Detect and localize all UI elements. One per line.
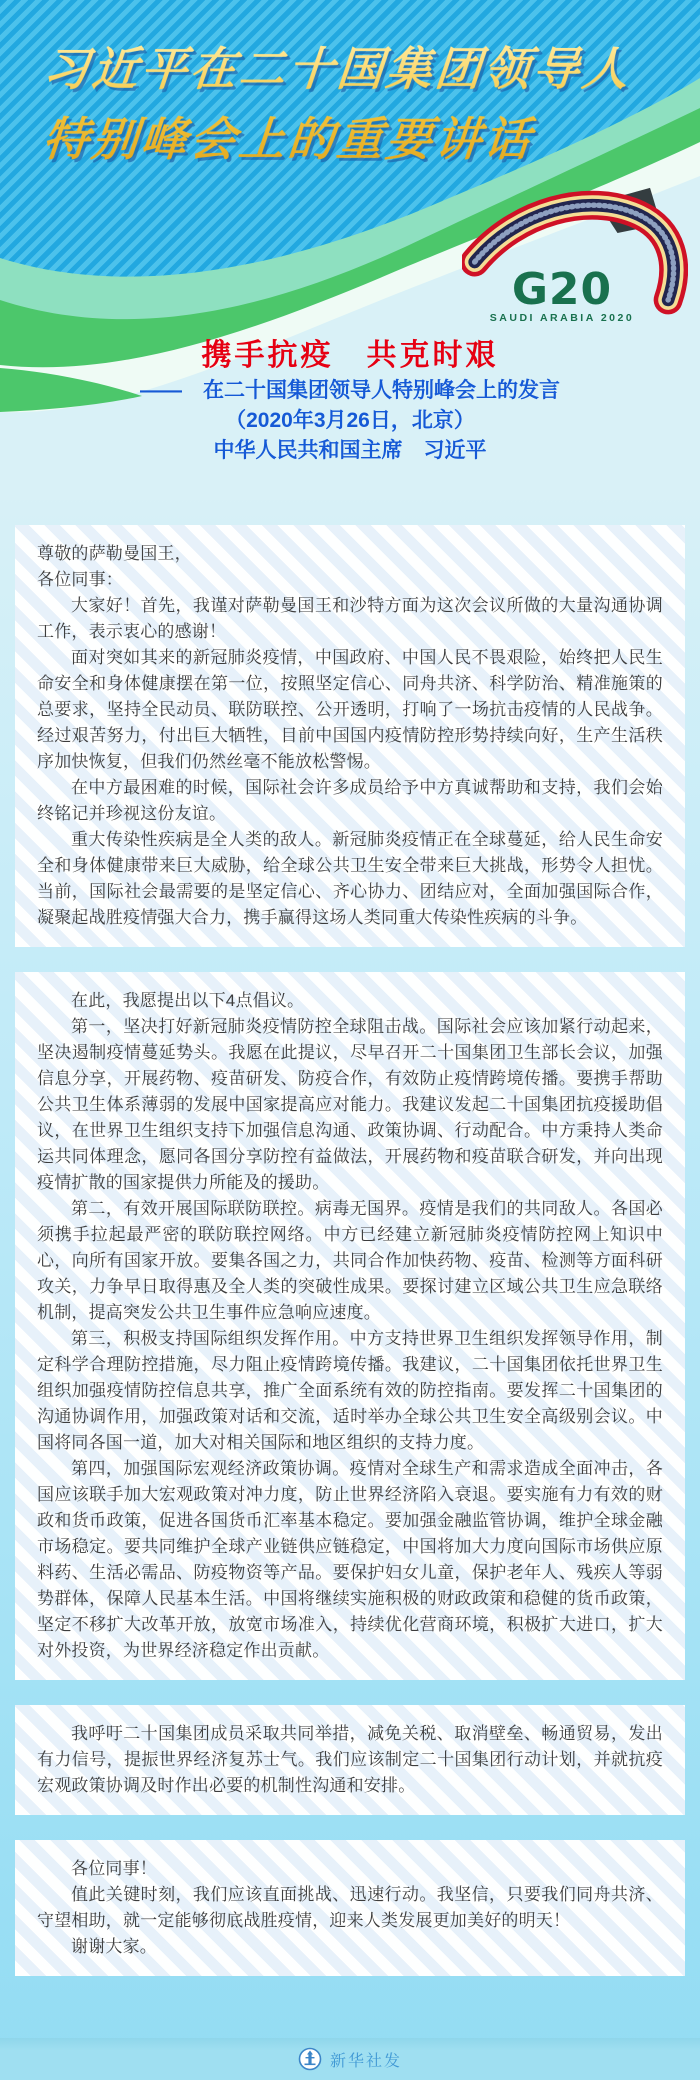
paragraph: 值此关键时刻，我们应该直面挑战、迅速行动。我坚信，只要我们同舟共济、守望相助，就一定能够彻底战胜疫情，迎来人类发展更加美好的明天！ — [37, 1885, 663, 1930]
g20-subtext: SAUDI ARABIA 2020 — [489, 312, 635, 324]
subtitle-line2: （2020年3月26日，北京） — [225, 409, 475, 432]
paragraph: 第三，积极支持国际组织发挥作用。中方支持世界卫生组织发挥领导作用，制定科学合理防控措施，尽力阻止疫情跨境传播。我建议，二十国集团依托世界卫生组织加强疫情防控信息共享，推广全面系统有效的防控指南。要发挥二十国集团的沟通协调作用，加强政策对话和交流，适时举办全球公共卫生安全高级别会议。中国将同各国一道，加大对相关国际和地区组织的支持力度。 — [37, 1329, 663, 1452]
paragraph: 大家好！首先，我谨对萨勒曼国王和沙特方面为这次会议所做的大量沟通协调工作，表示衷心的感谢！ — [37, 596, 663, 641]
paragraph: 重大传染性疾病是全人类的敌人。新冠肺炎疫情正在全球蔓延，给人民生命安全和身体健康带来巨大威胁，给全球公共卫生安全带来巨大挑战，形势令人担忧。当前，国际社会最需要的是坚定信心、齐心协力、团结应对，全面加强国际合作，凝聚起战胜疫情强大合力，携手赢得这场人类同重大传染性疾病的斗争。 — [37, 830, 663, 927]
footer-credit-bar — [0, 2038, 700, 2080]
subtitle-line3: 中华人民共和国主席 习近平 — [213, 439, 487, 462]
subtitle-line1: —— 在二十国集团领导人特别峰会上的发言 — [140, 379, 560, 402]
g20-wordmark: G20 — [511, 264, 613, 315]
paragraph: 第二，有效开展国际联防联控。病毒无国界。疫情是我们的共同敌人。各国必须携手拉起最严密的联防联控网络。中方已经建立新冠肺炎疫情防控网上知识中心，向所有国家开放。要集各国之力，共同合作加快药物、疫苗、检测等方面科研攻关，力争早日取得惠及全人类的突破性成果。要探讨建立区域公共卫生应急联络机制，提高突发公共卫生事件应急响应速度。 — [37, 1199, 663, 1322]
text-box-proposals — [15, 972, 685, 1680]
slogan-title: 携手抗疫 共克时艰 — [201, 339, 499, 372]
footer-credit-text: 新华社发 — [329, 2052, 402, 2070]
header-banner — [0, 0, 700, 500]
paragraph: 谢谢大家。 — [71, 1937, 157, 1956]
speech-content — [0, 500, 700, 1976]
paragraph: 在此，我愿提出以下4点倡议。 — [71, 991, 305, 1010]
paragraph: 第一，坚决打好新冠肺炎疫情防控全球阻击战。国际社会应该加紧行动起来，坚决遏制疫情蔓延势头。我愿在此提议，尽早召开二十国集团卫生部长会议，加强信息分享，开展药物、疫苗研发、防疫合作，有效防止疫情跨境传播。要携手帮助公共卫生体系薄弱的发展中国家提高应对能力。我建议发起二十国集团抗疫援助倡议，在世界卫生组织支持下加强信息沟通、政策协调、行动配合。中方秉持人类命运共同体理念，愿同各国分享防控有益做法，开展药物和疫苗联合研发，并向出现疫情扩散的国家提供力所能及的援助。 — [37, 1017, 663, 1192]
speech-subtitle — [0, 376, 700, 466]
text-box-greeting — [15, 525, 685, 947]
main-title — [34, 34, 666, 174]
g20-logo — [432, 168, 688, 336]
paragraph: 各位同事！ — [71, 1859, 157, 1878]
xinhua-logo-icon — [298, 2047, 322, 2071]
paragraph: 第四，加强国际宏观经济政策协调。疫情对全球生产和需求造成全面冲击，各国应该联手加大宏观政策对冲力度，防止世界经济陷入衰退。要实施有力有效的财政和货币政策，促进各国货币汇率基本稳定。要加强金融监管协调，维护全球金融市场稳定。要共同维护全球产业链供应链稳定，中国将加大力度向国际市场供应原料药、生活必需品、防疫物资等产品。要保护妇女儿童，保护老年人、残疾人等弱势群体，保障人民基本生活。中国将继续实施积极的财政政策和稳健的货币政策，坚定不移扩大改革开放，放宽市场准入，持续优化营商环境，积极扩大进口，扩大对外投资，为世界经济稳定作出贡献。 — [37, 1459, 663, 1660]
main-title-line2: 特别峰会上的重要讲话 — [40, 112, 536, 166]
paragraph: 我呼吁二十国集团成员采取共同举措，减免关税、取消壁垒、畅通贸易，发出有力信号，提振世界经济复苏士气。我们应该制定二十国集团行动计划，并就抗疫宏观政策协调及时作出必要的机制性沟通和安排。 — [37, 1724, 663, 1795]
paragraph: 尊敬的萨勒曼国王， — [37, 544, 192, 563]
text-box-appeal — [15, 1705, 685, 1815]
text-box-closing — [15, 1840, 685, 1976]
paragraph: 面对突如其来的新冠肺炎疫情，中国政府、中国人民不畏艰险，始终把人民生命安全和身体健康摆在第一位，按照坚定信心、同舟共济、科学防治、精准施策的总要求，坚持全民动员、联防联控、公开透明，打响了一场抗击疫情的人民战争。经过艰苦努力，付出巨大牺牲，目前中国国内疫情防控形势持续向好，生产生活秩序加快恢复，但我们仍然丝毫不能放松警惕。 — [37, 648, 663, 771]
main-title-line1: 习近平在二十国集团领导人 — [40, 42, 634, 96]
paragraph: 在中方最困难的时候，国际社会许多成员给予中方真诚帮助和支持，我们会始终铭记并珍视这份友谊。 — [37, 778, 663, 823]
paragraph: 各位同事： — [37, 570, 123, 589]
